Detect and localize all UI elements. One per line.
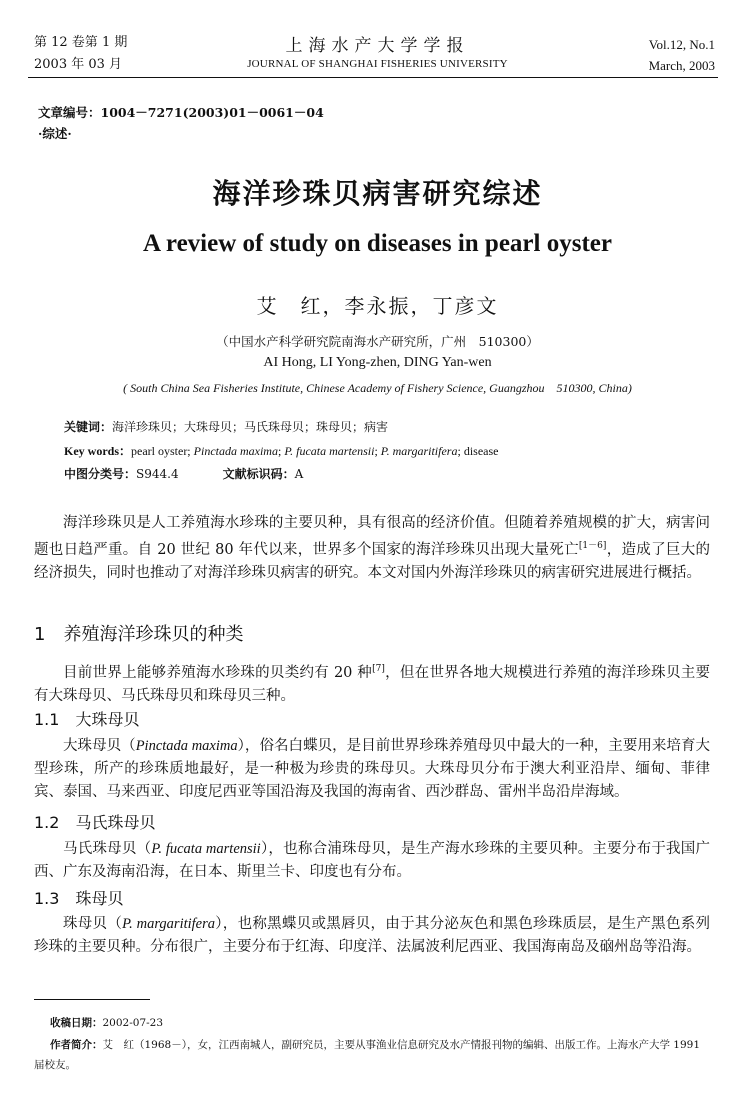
subsection-1-2-paragraph [34, 838, 710, 884]
section-1-paragraph [34, 658, 710, 708]
author-bio [34, 1035, 710, 1075]
section-1-text-a: 目前世界上能够养殖海水珍珠的贝类约有 20 种 [63, 664, 373, 681]
journal-title-en: JOURNAL OF SHANGHAI FISHERIES UNIVERSITY [247, 58, 508, 70]
subsection-1-2-heading: 1.2 马氏珠母贝 [34, 813, 156, 832]
section-1-text-b: ，但在世界各地大规模进行养殖的海洋珍珠贝主要有大珠母贝、马氏珠母贝和珠母贝三种。 [34, 664, 711, 704]
header-rule [28, 77, 718, 78]
footnote-rule [34, 999, 150, 1000]
keywords-en [64, 441, 724, 461]
issue-date: 2003 年 03 月 [34, 57, 123, 72]
title-en: A review of study on diseases in pearl oyster [143, 230, 612, 257]
received-date [50, 1013, 163, 1033]
issue-volume: 第 12 卷第 1 期 [34, 35, 128, 50]
subsection-1-2-text-a: 马氏珠母贝（ [63, 841, 152, 857]
subsection-1-3-text-a: 珠母贝（ [63, 916, 123, 932]
subsection-1-2-species: P. fucata martensii [151, 841, 261, 857]
keywords-cn-text: 海洋珍珠贝；大珠母贝；马氏珠母贝；珠母贝；病害 [112, 420, 389, 434]
authors-cn: 艾 红，李永振，丁彦文 [256, 294, 499, 318]
authors-en: AI Hong, LI Yong-zhen, DING Yan-wen [263, 355, 492, 370]
keywords-en-label: Key words： [64, 444, 131, 458]
subsection-1-1-species: Pinctada maxima [135, 738, 238, 754]
affiliation-en: ( South China Sea Fisheries Institute, Chinese Academy of Fishery Science, Guangzhou 510300, China) [123, 381, 632, 395]
date-en: March, 2003 [648, 58, 715, 73]
clc-label: 中图分类号： [64, 467, 137, 481]
intro-paragraph [34, 512, 710, 585]
keywords-en-text-7: ; disease [457, 444, 499, 458]
received-label: 收稿日期： [50, 1017, 103, 1029]
intro-ref: [1－6] [578, 541, 607, 551]
keywords-en-species-3: P. margaritifera [380, 444, 458, 458]
volume-en: Vol.12, No.1 [648, 37, 715, 52]
intro-text-a: 海洋珍珠贝是人工养殖海水珍珠的主要贝种，具有很高的经济价值。但随着养殖规模的扩大，病害问题也日趋严重。自 20 世纪 80 年代以来，世界多个国家的海洋珍珠贝出现大量死亡 [34, 515, 710, 558]
received-value: 2002-07-23 [102, 1017, 164, 1029]
subsection-1-1-text-b: ），俗名白蝶贝，是目前世界珍珠养殖母贝中最大的一种，主要用来培育大型珍珠，所产的珍珠质地最好，是一种极为珍贵的珠母贝。大珠母贝分布于澳大利亚沿岸、缅甸、菲律宾、泰国、马来西亚、印度尼西亚等国沿海及我国的海南省、西沙群岛、雷州半岛沿岸海域。 [34, 738, 711, 800]
journal-title-cn: 上海水产大学学报 [285, 36, 470, 56]
subsection-1-1-text-a: 大珠母贝（ [63, 738, 136, 754]
affiliation-cn: （中国水产科学研究院南海水产研究所，广州 510300） [216, 334, 539, 349]
intro-text-b: ，造成了巨大的经济损失，同时也推动了对海洋珍珠贝病害的研究。本文对国内外海洋珍珠贝的病害研究进展进行概括。 [34, 541, 711, 581]
doc-code-label: 文献标识码： [222, 467, 295, 481]
subsection-1-1-paragraph [34, 735, 710, 804]
bio-text: 艾 红（1968－），女，江西南城人，副研究员，主要从事渔业信息研究及水产情报刊物的编辑、出版工作。上海水产大学 1991 届校友。 [34, 1039, 701, 1071]
keywords-en-text-1: pearl oyster; [131, 444, 194, 458]
subsection-1-3-species: P. margaritifera [122, 916, 216, 932]
subsection-1-3-heading: 1.3 珠母贝 [34, 889, 124, 908]
title-cn: 海洋珍珠贝病害研究综述 [212, 177, 543, 210]
article-number: 文章编号：1004－7271(2003)01－0061－04 [38, 105, 324, 120]
bio-label: 作者简介： [50, 1039, 103, 1051]
clc-value: S944.4 [136, 467, 179, 481]
keywords-cn-label: 关键词： [64, 420, 113, 434]
section-1-ref: [7] [372, 664, 385, 674]
subsection-1-1-heading: 1.1 大珠母贝 [34, 710, 140, 729]
subsection-1-3-text-b: ），也称黑蝶贝或黑唇贝，由于其分泌灰色和黑色珍珠质层，是生产黑色系列珍珠的主要贝种。分布很广，主要分布于红海、印度洋、法属波利尼西亚、我国海南岛及硇州岛等沿海。 [34, 916, 710, 955]
article-type: ·综述· [38, 126, 72, 141]
doc-code-value: A [294, 467, 304, 481]
keywords-en-text-5: ; [374, 444, 381, 458]
keywords-cn [64, 417, 704, 437]
keywords-en-species-1: Pinctada maxima [193, 444, 278, 458]
keywords-en-species-2: P. fucata martensii [284, 444, 375, 458]
section-1-heading: 1 养殖海洋珍珠贝的种类 [34, 624, 244, 645]
subsection-1-2-text-b: ），也称合浦珠母贝，是生产海水珍珠的主要贝种。主要分布于我国广西、广东及海南沿海，在日本、斯里兰卡、印度也有分布。 [34, 841, 711, 880]
classification [64, 464, 704, 484]
subsection-1-3-paragraph [34, 913, 710, 959]
keywords-en-text-3: ; [277, 444, 285, 458]
